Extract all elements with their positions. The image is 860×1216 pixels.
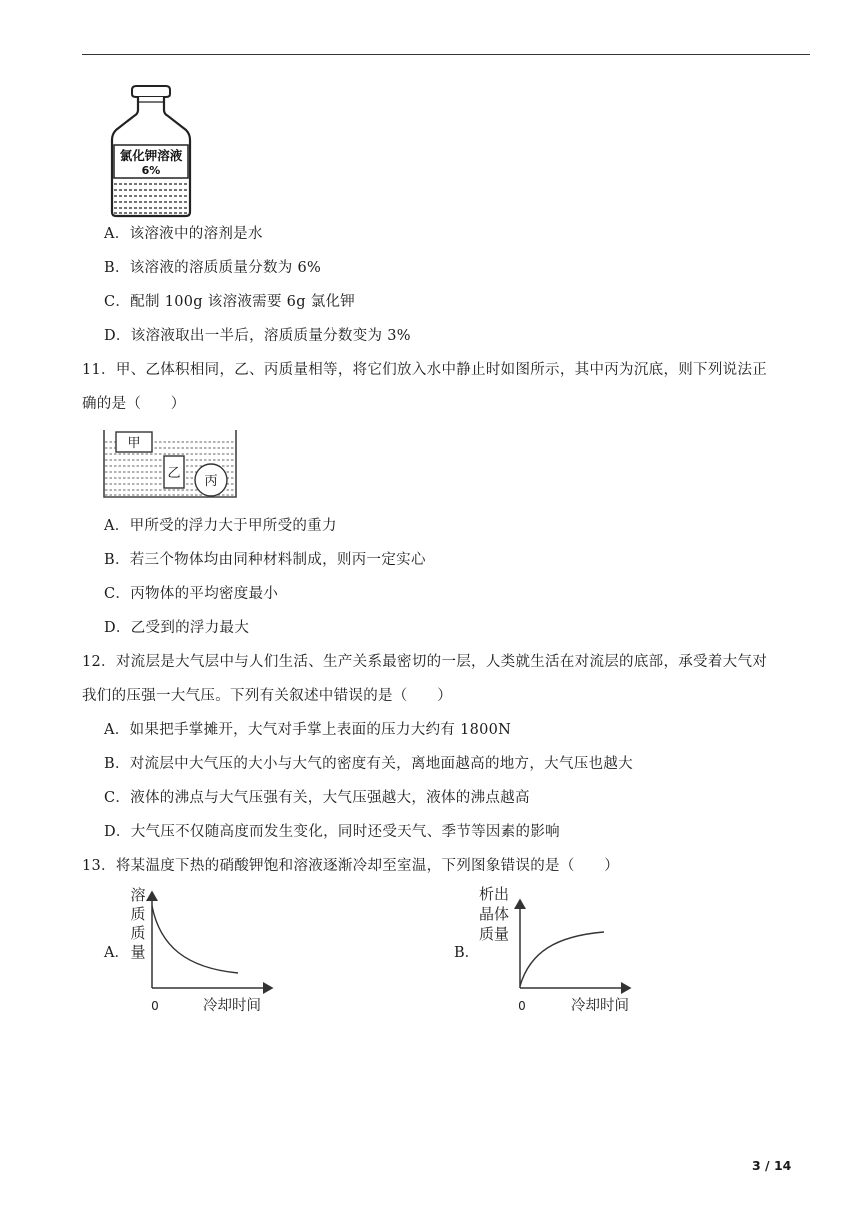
graph-b-xlabel: 冷却时间 [571, 998, 629, 1014]
bottle-label: 氯化钾溶液 [119, 148, 183, 163]
q12-option-a: A．如果把手掌摊开，大气对手掌上表面的压力大约有 1800N [104, 722, 512, 738]
q10-option-b: B．该溶液的溶质质量分数为 6% [104, 260, 322, 276]
label-jia: 甲 [127, 436, 141, 451]
q11-option-b: B．若三个物体均由同种材料制成，则丙一定实心 [104, 552, 426, 568]
graph-b-ylabel-2: 晶体 [478, 905, 510, 923]
q10-option-d: D．该溶液取出一半后，溶质质量分数变为 3% [104, 328, 411, 344]
graph-a-ylabel-1: 溶 [130, 886, 146, 904]
q12-option-c: C．液体的沸点与大气压强有关，大气压强越大，液体的沸点越高 [104, 790, 530, 806]
graph-a-solute-mass [126, 884, 276, 1018]
graph-b-curve [520, 932, 604, 986]
q12-stem-line2: 我们的压强一大气压。下列有关叙述中错误的是（ ） [82, 688, 452, 704]
label-yi: 乙 [167, 466, 181, 481]
q10-option-a: A．该溶液中的溶剂是水 [104, 226, 263, 242]
q10-option-c: C．配制 100g 该溶液需要 6g 氯化钾 [104, 294, 356, 310]
header-rule [82, 54, 810, 55]
graph-a-ylabel-4: 量 [130, 943, 146, 961]
page-number: 3 / 14 [752, 1158, 792, 1173]
q12-stem-line1: 12．对流层是大气层中与人们生活、生产关系最密切的一层，人类就生活在对流层的底部，承受着大气对 [82, 654, 768, 670]
graph-a-curve [152, 906, 238, 973]
q11-stem-line1: 11．甲、乙体积相同，乙、丙质量相等，将它们放入水中静止时如图所示，其中丙为沉底，则下列说法正 [82, 362, 768, 378]
graph-b-ylabel-3: 质量 [478, 925, 510, 943]
label-bing: 丙 [204, 474, 218, 489]
q13-option-b-label: B． [454, 945, 480, 961]
graph-b-ylabel-1: 析出 [478, 885, 510, 903]
graph-a-origin: 0 [151, 999, 159, 1013]
floating-objects-figure [102, 428, 238, 500]
graph-a-ylabel-2: 质 [130, 905, 146, 923]
q11-stem-line2: 确的是（ ） [82, 396, 186, 412]
q11-option-d: D．乙受到的浮力最大 [104, 620, 250, 636]
q12-option-d: D．大气压不仅随高度而发生变化，同时还受天气、季节等因素的影响 [104, 824, 560, 840]
q11-option-a: A．甲所受的浮力大于甲所受的重力 [104, 518, 337, 534]
q12-option-b: B．对流层中大气压的大小与大气的密度有关，离地面越高的地方，大气压也越大 [104, 756, 633, 772]
graph-b-origin: 0 [518, 999, 526, 1013]
graph-a-ylabel-3: 质 [130, 924, 146, 942]
q11-option-c: C．丙物体的平均密度最小 [104, 586, 279, 602]
bottle-percent: 6% [141, 164, 161, 177]
q13-option-a-label: A． [104, 945, 129, 961]
q13-stem: 13．将某温度下热的硝酸钾饱和溶液逐渐冷却至室温，下列图象错误的是（ ） [82, 858, 620, 874]
kcl-bottle-figure [110, 84, 192, 218]
graph-b-crystal-mass [476, 882, 636, 1018]
graph-a-xlabel: 冷却时间 [203, 998, 261, 1014]
